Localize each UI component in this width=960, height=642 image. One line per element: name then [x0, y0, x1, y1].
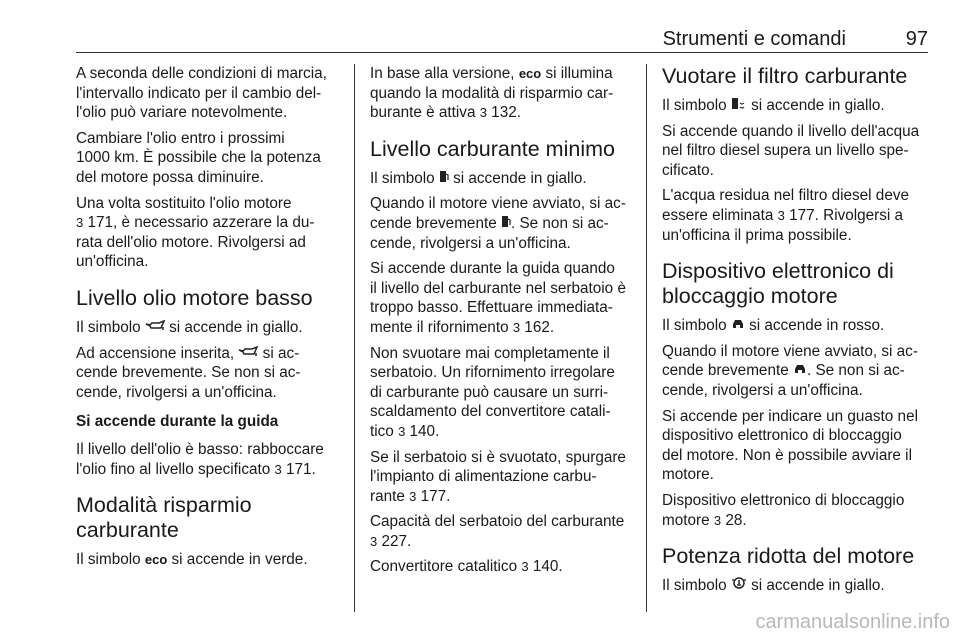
oil-can-icon: [145, 320, 165, 332]
paragraph: Non svuotare mai completamente il serbatoio. Un rifornimento irregolare di carburante può causare un surri- scaldamento del convertitore catali- tico 3 140.: [370, 344, 615, 440]
column-divider: [354, 64, 355, 612]
paragraph: L'acqua residua nel filtro diesel deve essere eliminata 3 177. Rivolgersi a un'officina il prima possibile.: [662, 187, 909, 244]
paragraph: Dispositivo elettronico di bloccaggio motore 3 28.: [662, 491, 905, 529]
paragraph: Se il serbatoio si è svuotato, spurgare l'impianto di alimentazione carbu- rante 3 177.: [370, 448, 626, 505]
paragraph: In base alla versione, eco si illumina quando la modalità di risparmio car- burante è attiva 3 132.: [370, 65, 614, 122]
paragraph: Si accende durante la guida quando il livello del carburante nel serbatoio è troppo basso. Effettuare immediata- mente il rifornimento 3 162.: [370, 260, 626, 336]
page-header: [76, 24, 928, 52]
paragraph: Quando il motore viene avviato, si ac- cende brevemente . Se non si ac- cende, rivolgersi a un'officina.: [662, 342, 918, 399]
heading-fuel-filter: Vuotare il filtro carburante: [662, 64, 908, 88]
paragraph: Cambiare l'olio entro i prossimi 1000 km. È possibile che la potenza del motore possa diminuire.: [76, 129, 321, 186]
eco-symbol: eco: [144, 552, 168, 568]
paragraph: Il livello dell'olio è basso: rabboccare l'olio fino al livello specificato 3 171.: [76, 440, 324, 478]
column-divider: [646, 64, 647, 612]
oil-can-icon: [238, 346, 258, 358]
paragraph: Il simbolo si accende in giallo.: [662, 577, 885, 595]
page-ref-arrow-icon: 3: [398, 423, 406, 439]
page-ref-arrow-icon: 3: [479, 105, 487, 121]
paragraph: Il simbolo si accende in giallo.: [76, 318, 303, 336]
paragraph: Il simbolo si accende in giallo.: [662, 97, 885, 114]
car-key-lock-icon: [793, 362, 807, 375]
header-rule: [76, 52, 928, 53]
paragraph: Una volta sostituito l'olio motore 3 171, è necessario azzerare la du- rata dell'olio motore. Rivolgersi ad un'officina.: [76, 194, 315, 271]
fuel-pump-icon: [439, 170, 449, 183]
paragraph: Capacità del serbatoio del carburante 3 227.: [370, 513, 625, 550]
paragraph: A seconda delle condizioni di marcia, l'intervallo indicato per il cambio del- l'olio può variare notevolmente.: [76, 65, 327, 122]
page-ref-arrow-icon: 3: [274, 461, 282, 477]
paragraph: Il simbolo si accende in giallo.: [370, 169, 587, 187]
page-ref-arrow-icon: 3: [521, 559, 529, 575]
fuel-pump-icon: [501, 215, 511, 228]
paragraph: Si accende per indicare un guasto nel dispositivo elettronico di bloccaggio del motore. Non è possibile avviare il motore.: [662, 407, 918, 484]
paragraph: Il simbolo eco si accende in verde.: [76, 551, 308, 569]
page-ref-arrow-icon: 3: [512, 319, 521, 335]
heading-reduced-power: Potenza ridotta del motore: [662, 544, 915, 569]
paragraph: Il simbolo si accende in rosso.: [662, 317, 885, 335]
eco-symbol: eco: [518, 66, 542, 81]
heading-oil-level-low: Livello olio motore basso: [76, 285, 313, 310]
car-key-lock-icon: [731, 317, 745, 330]
heading-eco-mode: Modalità risparmio carburante: [76, 493, 252, 543]
page-number: 97: [905, 28, 928, 50]
column-3: [662, 64, 930, 602]
watermark: carmanualsonline.info: [755, 611, 950, 633]
page-ref-arrow-icon: 3: [409, 488, 417, 504]
column-2: [370, 64, 638, 583]
paragraph: Convertitore catalitico 3 140.: [370, 558, 563, 576]
engine-power-icon: [731, 576, 747, 590]
paragraph: Quando il motore viene avviato, si ac- cende brevemente . Se non si ac- cende, rivolgersi a un'officina.: [370, 195, 626, 252]
diesel-filter-water-icon: [731, 97, 747, 110]
page-ref-arrow-icon: 3: [76, 215, 84, 231]
paragraph: Si accende quando il livello dell'acqua nel filtro diesel supera un livello spe- cificato.: [662, 122, 920, 179]
page-ref-arrow-icon: 3: [713, 512, 722, 528]
subheading-driving: Si accende durante la guida: [76, 413, 279, 431]
heading-immobilizer: Dispositivo elettronico di bloccaggio motore: [662, 259, 894, 309]
section-title: Strumenti e comandi: [662, 28, 846, 50]
page-ref-arrow-icon: 3: [777, 207, 785, 223]
column-1: [76, 64, 344, 576]
heading-fuel-low: Livello carburante minimo: [370, 136, 615, 161]
page-ref-arrow-icon: 3: [370, 533, 378, 549]
paragraph: Ad accensione inserita, si ac- cende brevemente. Se non si ac- cende, rivolgersi a un'officina.: [76, 344, 301, 401]
